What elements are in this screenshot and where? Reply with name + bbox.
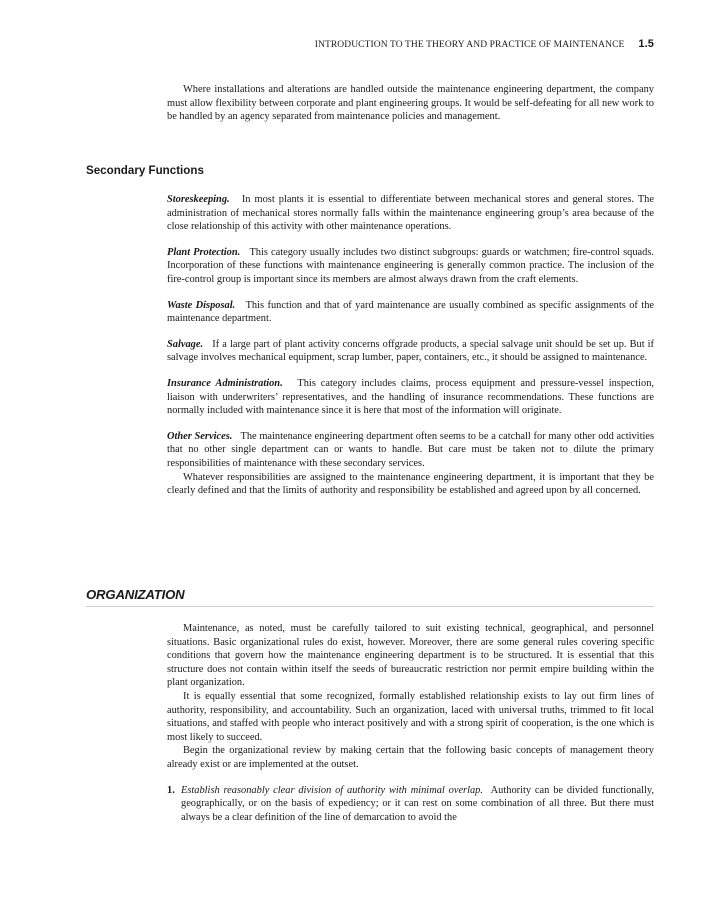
paragraph-other-services: [167, 430, 654, 471]
paragraph-text: In most plants it is essential to differentiate between mechanical stores and general stores. The administration of mechanical stores normally falls within the maintenance engineering group’s area because of the close relationship of this activity with other maintenance operations.: [167, 194, 654, 233]
run-in-head: Salvage.: [167, 338, 204, 350]
paragraph-closing: Whatever responsibilities are assigned to the maintenance engineering department, it is important that they be clearly defined and that the limits of authority and responsibility be established and agreed upon by all concerned.: [167, 471, 654, 497]
item-lead: Establish reasonably clear division of authority with minimal overlap.: [181, 784, 483, 796]
paragraph-storeskeeping: [167, 193, 654, 234]
run-in-head: Other Services.: [167, 430, 233, 442]
paragraph-waste-disposal: [167, 299, 654, 326]
paragraph-salvage: [167, 338, 654, 365]
org-paragraph-3: Begin the organizational review by making certain that the following basic concepts of management theory already exist or are implemented at the outset.: [167, 745, 654, 770]
run-in-head: Insurance Administration.: [167, 377, 283, 389]
section-heading-secondary-functions: Secondary Functions: [86, 164, 204, 177]
secondary-functions-body: [167, 193, 654, 498]
paragraph-text: This function and that of yard maintenance are usually combined as specific assignments of the maintenance department.: [167, 299, 655, 325]
running-title: INTRODUCTION TO THE THEORY AND PRACTICE OF MAINTENANCE: [314, 40, 625, 50]
run-in-head: Waste Disposal.: [167, 299, 236, 311]
item-body: [181, 784, 654, 825]
paragraph-insurance-administration: [167, 377, 654, 418]
run-in-head: Plant Protection.: [167, 246, 241, 258]
page-number: 1.5: [638, 38, 654, 50]
section-heading-organization: ORGANIZATION: [86, 587, 185, 602]
item-text: Authority can be divided functionally, geographically, or on the basis of expediency; or it can rest on some combination of all three. But there must always be a clear definition of the line of demarcation to avoid the: [181, 784, 654, 823]
intro-paragraph: Where installations and alterations are handled outside the maintenance engineering department, the company must allow flexibility between corporate and plant engineering groups. It would be self-defeating for all new work to be handled by an agency separated from maintenance policies and management.: [167, 84, 654, 123]
paragraph-text: If a large part of plant activity concerns offgrade products, a special salvage unit should be set up. But if salvage involves mechanical equipment, scrap lumber, paper, containers, etc., it should be assigned to maintenance.: [167, 338, 654, 364]
item-number: 1.: [167, 784, 175, 796]
org-paragraph-1: Maintenance, as noted, must be carefully tailored to suit existing technical, geographical, and personnel situations. Basic organizational rules do exist, however. Moreover, there are some general rules covering specific conditions that govern how the maintenance engineering department is to be structured. It is essential that this structure does not contain within itself the seeds of bureaucratic restriction nor permit empire building within the plant organization.: [167, 623, 654, 689]
org-paragraph-2: It is equally essential that some recognized, formally established relationship exists to lay out firm lines of authority, responsibility, and accountability. Such an organization, laced with universal truths, trimmed to fit local situations, and staffed with people who interact positively and with a strong spirit of cooperation, is the one which is most likely to succeed.: [167, 690, 654, 743]
paragraph-text: The maintenance engineering department often seems to be a catchall for many other odd activities that no other single department can or wants to handle. But care must be taken not to dilute the primary responsibilities of maintenance with these secondary services.: [167, 430, 654, 469]
run-in-head: Storeskeeping.: [167, 194, 230, 205]
organization-body: [167, 622, 654, 824]
intro-block: [167, 83, 654, 124]
heading-rule: [86, 606, 654, 607]
numbered-item-1: [167, 784, 654, 825]
paragraph-text: This category includes claims, process equipment and pressure-vessel inspection, liaison with underwriters’ representatives, and the handling of insurance recommendations. These functions are normally included with maintenance since it is here that most of the information will originate.: [167, 377, 654, 417]
paragraph-text: This category usually includes two distinct subgroups: guards or watchmen; fire-control squads. Incorporation of these functions with maintenance engineering is generally common practice. The inclusion of the fire-control group is important since its members are almost always drawn from the craft elements.: [167, 246, 654, 285]
paragraph-plant-protection: [167, 246, 654, 287]
running-head: [160, 38, 654, 50]
